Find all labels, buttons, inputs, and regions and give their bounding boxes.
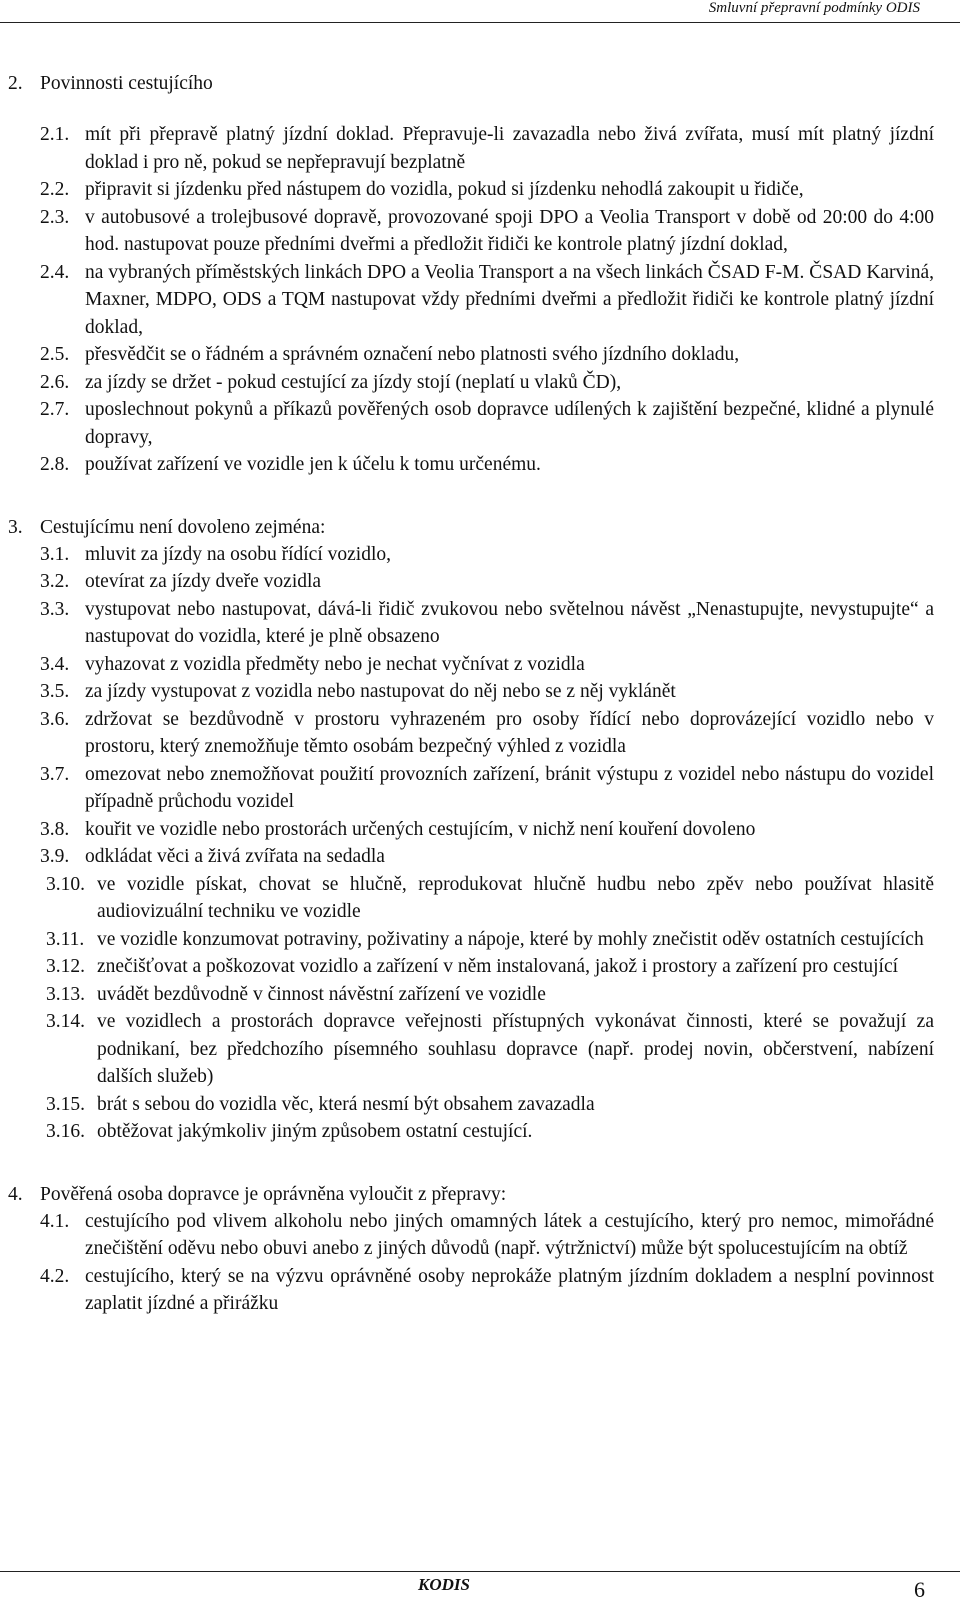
list-item [0, 596, 960, 651]
section-number: 2. [8, 73, 23, 94]
section-title: Pověřená osoba dopravce je oprávněna vyloučit z přepravy: [40, 1183, 507, 1205]
item-number: 2.2. [40, 179, 70, 200]
section-title: Cestujícímu není dovoleno zejména: [40, 516, 326, 538]
section-number: 3. [8, 516, 23, 538]
list-item [0, 396, 960, 451]
item-number: 2.8. [40, 454, 70, 475]
item-number: 2.4. [40, 261, 70, 283]
item-number: 3.1. [40, 543, 70, 565]
item-number: 2.6. [40, 371, 70, 393]
section [0, 70, 960, 479]
item-text: za jízdy vystupovat z vozidla nebo nastupovat do něj nebo se z něj vyklánět [85, 681, 676, 702]
item-number: 3.7. [40, 763, 70, 785]
item-text: odkládat věci a živá zvířata na sedadla [85, 846, 385, 867]
list-item [0, 259, 960, 342]
list-item [0, 176, 960, 204]
item-text: mluvit za jízdy na osobu řídící vozidlo, [85, 543, 391, 565]
item-number: 3.8. [40, 818, 70, 840]
item-number: 3.15. [46, 1093, 85, 1115]
item-text: ve vozidle pískat, chovat se hlučně, reprodukovat hlučně hudbu nebo zpěv nebo používat hlasitě audiovizuální techniku ve vozidle [97, 873, 934, 922]
section [0, 514, 960, 1146]
list-item [0, 953, 960, 981]
list-item [0, 341, 960, 369]
list-item [0, 369, 960, 397]
item-text: v autobusové a trolejbusové dopravě, provozované spoji DPO a Veolia Transport v době od 20:00 do 4:00 hod. nastupovat pouze předními dveřmi a předložit řidiči ke kontrole platný jízdní doklad, [85, 206, 934, 255]
list-item [0, 926, 960, 954]
item-number: 3.5. [40, 681, 70, 702]
item-text: ve vozidlech a prostorách dopravce veřejnosti přístupných vykonávat činnosti, které se považují za podnikaní, bez předchozího písemného souhlasu dopravce (např. prodej novin, občerstvení, nabízení dalších služeb) [97, 1011, 934, 1087]
list-item [0, 1118, 960, 1146]
list-item [0, 706, 960, 761]
item-text: cestujícího pod vlivem alkoholu nebo jiných omamných látek a cestujícího, který pro nemoc, mimořádné znečištění oděvu nebo obuvi anebo z jiných důvodů (např. výtržnictví) může být spolucestujícím na obtíž [85, 1210, 934, 1259]
item-number: 3.4. [40, 653, 70, 675]
item-number: 2.5. [40, 344, 70, 365]
item-text: kouřit ve vozidle nebo prostorách určených cestujícím, v nichž není kouření dovoleno [85, 818, 756, 840]
item-text: omezovat nebo znemožňovat použití provozních zařízení, bránit výstupu z vozidel nebo nástupu do vozidel případně průchodu vozidel [85, 763, 934, 812]
list-item [0, 204, 960, 259]
list-item [0, 568, 960, 596]
item-text: uposlechnout pokynů a příkazů pověřených osob dopravce udílených k zajištění bezpečné, klidné a plynulé dopravy, [85, 399, 934, 448]
list-item [0, 1208, 960, 1263]
item-number: 3.11. [46, 928, 85, 950]
section-heading [0, 70, 960, 97]
item-text: na vybraných příměstských linkách DPO a Veolia Transport a na všech linkách ČSAD F-M. ČSAD Karviná, Maxner, MDPO, ODS a TQM nastupovat vždy předními dveřmi a předložit řidiči ke kontrole platný jízdní doklad, [85, 261, 934, 338]
item-text: ve vozidle konzumovat potraviny, poživatiny a nápoje, které by mohly znečistit oděv ostatních cestujících [97, 928, 924, 950]
list-item [0, 761, 960, 816]
item-text: přesvědčit se o řádném a správném označení nebo platnosti svého jízdního dokladu, [85, 344, 740, 365]
list-item [0, 816, 960, 844]
item-number: 2.7. [40, 399, 70, 420]
footer-brand: KODIS [418, 1575, 470, 1594]
section-number: 4. [8, 1183, 23, 1205]
item-number: 2.1. [40, 124, 70, 145]
section-heading [0, 1181, 960, 1208]
item-text: cestujícího, který se na výzvu oprávněné osoby neprokáže platným jízdním dokladem a nesplní povinnost zaplatit jízdné a přirážku [85, 1265, 934, 1314]
item-text: uvádět bezdůvodně v činnost návěstní zařízení ve vozidle [97, 983, 546, 1005]
list-item [0, 1263, 960, 1318]
item-number: 3.6. [40, 708, 70, 730]
item-text: za jízdy se držet - pokud cestující za jízdy stojí (neplatí u vlaků ČD), [85, 371, 622, 393]
item-text: mít při přepravě platný jízdní doklad. Přepravuje-li zavazadla nebo živá zvířata, musí mít platný jízdní doklad i pro ně, pokud se nepřepravují bezplatně [85, 124, 934, 173]
item-number: 3.13. [46, 983, 85, 1005]
footer-divider [0, 1571, 960, 1572]
item-text: otevírat za jízdy dveře vozidla [85, 571, 322, 592]
list-item [0, 651, 960, 679]
item-text: používat zařízení ve vozidle jen k účelu k tomu určenému. [85, 454, 541, 475]
section-heading [0, 514, 960, 541]
list-item [0, 541, 960, 569]
page-number: 6 [914, 1577, 925, 1602]
item-text: znečišťovat a poškozovat vozidlo a zařízení v něm instalovaná, jakož i prostory a zařízení pro cestující [97, 956, 899, 977]
item-number: 4.1. [40, 1210, 70, 1232]
list-item [0, 451, 960, 479]
header-divider [0, 22, 960, 23]
item-text: připravit si jízdenku před nástupem do vozidla, pokud si jízdenku nehodlá zakoupit u řidiče, [85, 179, 804, 200]
document-body [0, 70, 960, 1318]
item-text: vystupovat nebo nastupovat, dává-li řidič zvukovou nebo světelnou návěst „Nenastupujte, nevystupujte“ a nastupovat do vozidla, které je plně obsazeno [85, 598, 934, 647]
item-number: 3.2. [40, 571, 70, 592]
list-item [0, 678, 960, 706]
item-text: vyhazovat z vozidla předměty nebo je nechat vyčnívat z vozidla [85, 653, 585, 675]
item-number: 3.3. [40, 598, 70, 620]
list-item [0, 1008, 960, 1091]
item-text: obtěžovat jakýmkoliv jiným způsobem ostatní cestující. [97, 1121, 533, 1142]
list-item [0, 871, 960, 926]
list-item [0, 843, 960, 871]
list-item [0, 121, 960, 176]
item-text: zdržovat se bezdůvodně v prostoru vyhrazeném pro osoby řídící nebo doprovázející vozidlo nebo v prostoru, který znemožňuje těmto osobám bezpečný výhled z vozidla [85, 708, 934, 757]
item-number: 2.3. [40, 206, 70, 228]
list-item [0, 1091, 960, 1119]
running-header: Smluvní přepravní podmínky ODIS [708, 0, 920, 16]
item-text: brát s sebou do vozidla věc, která nesmí být obsahem zavazadla [97, 1093, 595, 1115]
item-number: 3.14. [46, 1011, 85, 1032]
item-number: 3.9. [40, 846, 70, 867]
item-number: 4.2. [40, 1265, 70, 1287]
list-item [0, 981, 960, 1009]
item-number: 3.10. [46, 873, 85, 895]
item-number: 3.16. [46, 1121, 85, 1142]
section-title: Povinnosti cestujícího [40, 73, 213, 94]
section [0, 1181, 960, 1318]
item-number: 3.12. [46, 956, 85, 977]
